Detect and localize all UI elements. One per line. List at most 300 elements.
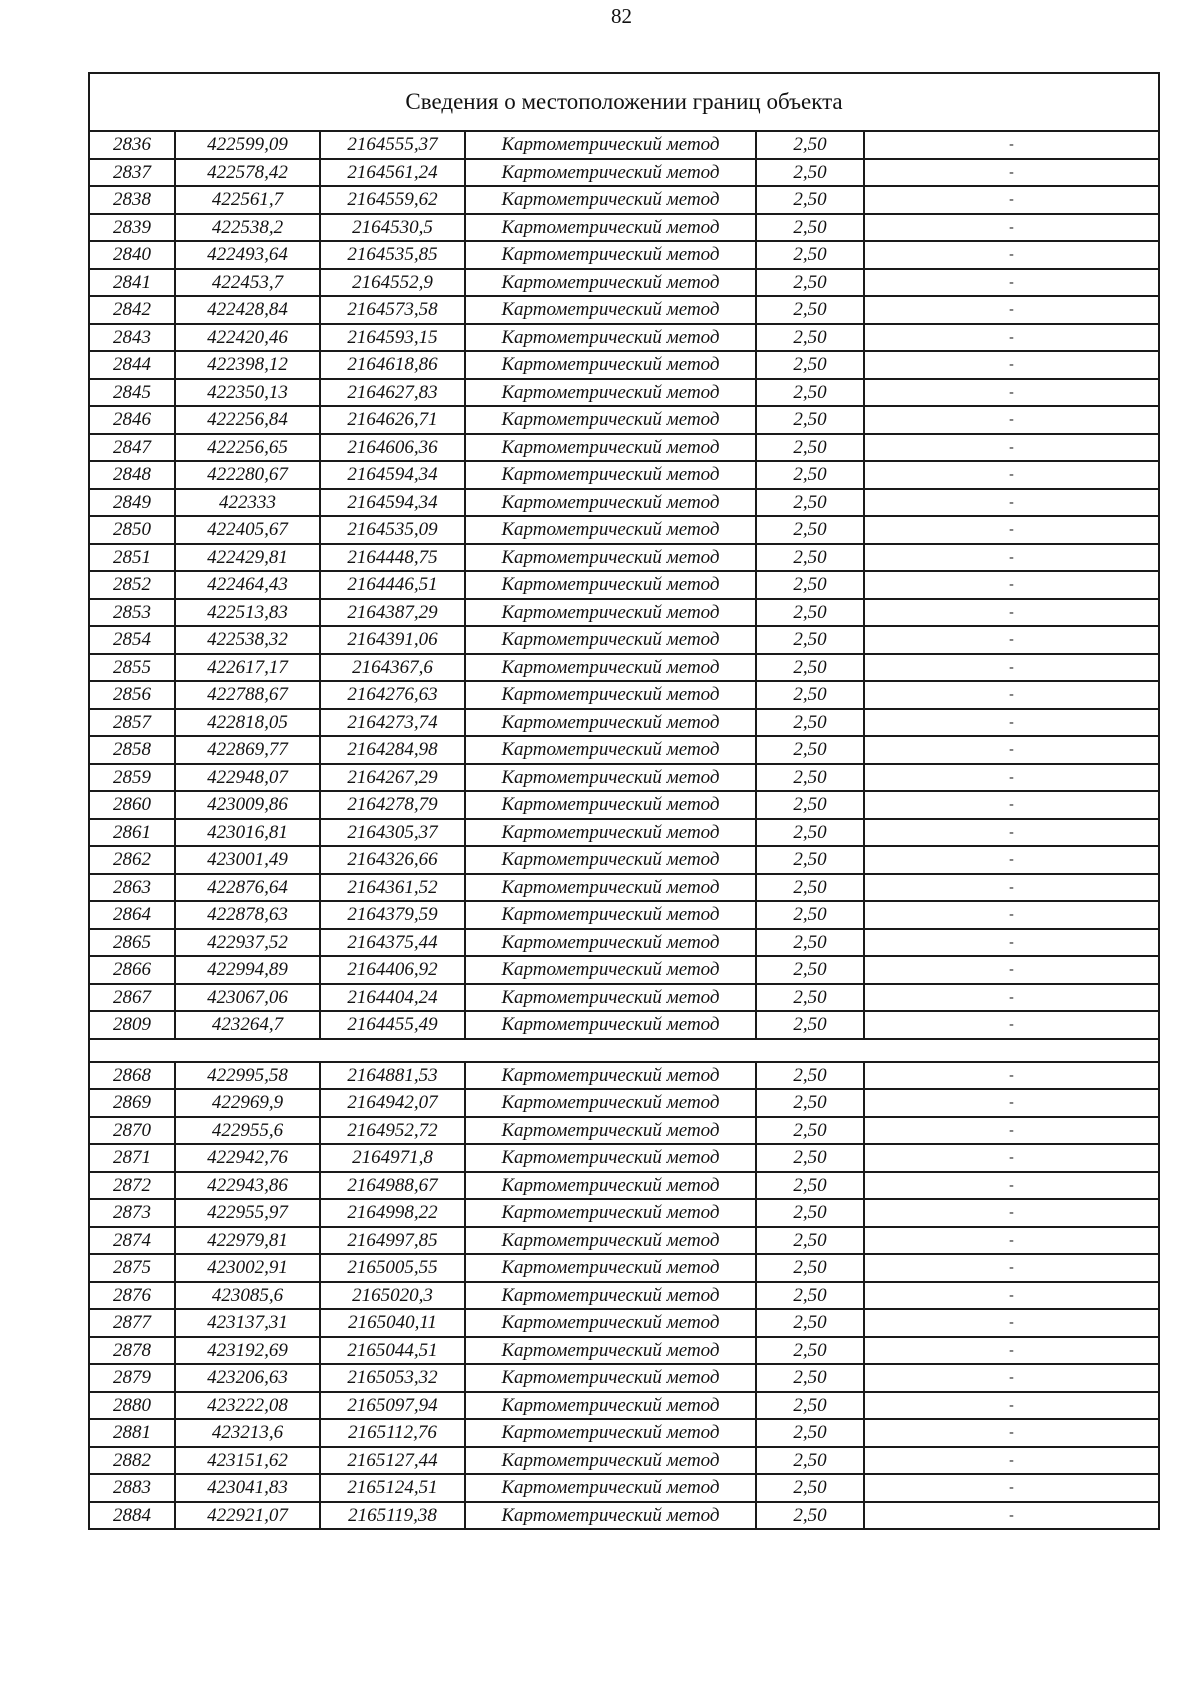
accuracy-cell: 2,50 (756, 1199, 864, 1227)
method-cell: Картометрический метод (465, 764, 756, 792)
x-coordinate-cell: 423192,69 (175, 1337, 320, 1365)
method-cell: Картометрический метод (465, 461, 756, 489)
x-coordinate-cell: 423009,86 (175, 791, 320, 819)
accuracy-cell: 2,50 (756, 709, 864, 737)
table-title: Сведения о местоположении границ объекта (89, 73, 1159, 131)
y-coordinate-cell: 2164406,92 (320, 956, 465, 984)
y-coordinate-cell: 2164988,67 (320, 1172, 465, 1200)
x-coordinate-cell: 423213,6 (175, 1419, 320, 1447)
point-number-cell: 2864 (89, 901, 175, 929)
point-number-cell: 2872 (89, 1172, 175, 1200)
method-cell: Картометрический метод (465, 516, 756, 544)
x-coordinate-cell: 422333 (175, 489, 320, 517)
table-row (89, 764, 1159, 792)
point-number-cell: 2844 (89, 351, 175, 379)
accuracy-cell: 2,50 (756, 1447, 864, 1475)
method-cell: Картометрический метод (465, 1282, 756, 1310)
point-number-cell: 2873 (89, 1199, 175, 1227)
x-coordinate-cell: 422869,77 (175, 736, 320, 764)
description-cell: - (864, 1254, 1159, 1282)
method-cell: Картометрический метод (465, 736, 756, 764)
method-cell: Картометрический метод (465, 1309, 756, 1337)
point-number-cell: 2859 (89, 764, 175, 792)
method-cell: Картометрический метод (465, 131, 756, 159)
method-cell: Картометрический метод (465, 1062, 756, 1090)
point-number-cell: 2884 (89, 1502, 175, 1530)
accuracy-cell: 2,50 (756, 1474, 864, 1502)
y-coordinate-cell: 2164561,24 (320, 159, 465, 187)
description-cell: - (864, 1062, 1159, 1090)
description-cell: - (864, 736, 1159, 764)
accuracy-cell: 2,50 (756, 1364, 864, 1392)
x-coordinate-cell: 422818,05 (175, 709, 320, 737)
accuracy-cell: 2,50 (756, 1419, 864, 1447)
y-coordinate-cell: 2164593,15 (320, 324, 465, 352)
x-coordinate-cell: 422994,89 (175, 956, 320, 984)
point-number-cell: 2809 (89, 1011, 175, 1039)
y-coordinate-cell: 2164278,79 (320, 791, 465, 819)
x-coordinate-cell: 422878,63 (175, 901, 320, 929)
x-coordinate-cell: 422979,81 (175, 1227, 320, 1255)
y-coordinate-cell: 2164971,8 (320, 1144, 465, 1172)
table-row (89, 544, 1159, 572)
x-coordinate-cell: 422538,2 (175, 214, 320, 242)
table-row (89, 269, 1159, 297)
table-row (89, 489, 1159, 517)
point-number-cell: 2878 (89, 1337, 175, 1365)
method-cell: Картометрический метод (465, 1254, 756, 1282)
table-row (89, 1419, 1159, 1447)
point-number-cell: 2854 (89, 626, 175, 654)
method-cell: Картометрический метод (465, 186, 756, 214)
x-coordinate-cell: 422969,9 (175, 1089, 320, 1117)
x-coordinate-cell: 422420,46 (175, 324, 320, 352)
method-cell: Картометрический метод (465, 241, 756, 269)
method-cell: Картометрический метод (465, 379, 756, 407)
accuracy-cell: 2,50 (756, 1309, 864, 1337)
table-row (89, 736, 1159, 764)
y-coordinate-cell: 2164379,59 (320, 901, 465, 929)
table-row (89, 929, 1159, 957)
x-coordinate-cell: 422513,83 (175, 599, 320, 627)
table-row (89, 131, 1159, 159)
accuracy-cell: 2,50 (756, 269, 864, 297)
description-cell: - (864, 791, 1159, 819)
accuracy-cell: 2,50 (756, 214, 864, 242)
x-coordinate-cell: 422955,6 (175, 1117, 320, 1145)
description-cell: - (864, 241, 1159, 269)
accuracy-cell: 2,50 (756, 901, 864, 929)
x-coordinate-cell: 422350,13 (175, 379, 320, 407)
table-row (89, 1199, 1159, 1227)
y-coordinate-cell: 2164559,62 (320, 186, 465, 214)
x-coordinate-cell: 422453,7 (175, 269, 320, 297)
table-row (89, 1117, 1159, 1145)
point-number-cell: 2868 (89, 1062, 175, 1090)
point-number-cell: 2848 (89, 461, 175, 489)
description-cell: - (864, 489, 1159, 517)
description-cell: - (864, 269, 1159, 297)
table-row (89, 1172, 1159, 1200)
point-number-cell: 2879 (89, 1364, 175, 1392)
table-row (89, 1011, 1159, 1039)
point-number-cell: 2853 (89, 599, 175, 627)
description-cell: - (864, 186, 1159, 214)
y-coordinate-cell: 2164326,66 (320, 846, 465, 874)
point-number-cell: 2881 (89, 1419, 175, 1447)
table-row (89, 819, 1159, 847)
point-number-cell: 2840 (89, 241, 175, 269)
table-row (89, 351, 1159, 379)
accuracy-cell: 2,50 (756, 489, 864, 517)
table-row (89, 1474, 1159, 1502)
point-number-cell: 2841 (89, 269, 175, 297)
description-cell: - (864, 984, 1159, 1012)
point-number-cell: 2870 (89, 1117, 175, 1145)
description-cell: - (864, 709, 1159, 737)
x-coordinate-cell: 422943,86 (175, 1172, 320, 1200)
x-coordinate-cell: 422538,32 (175, 626, 320, 654)
accuracy-cell: 2,50 (756, 1337, 864, 1365)
description-cell: - (864, 1227, 1159, 1255)
x-coordinate-cell: 422398,12 (175, 351, 320, 379)
table-row (89, 571, 1159, 599)
table-row (89, 681, 1159, 709)
description-cell: - (864, 1172, 1159, 1200)
method-cell: Картометрический метод (465, 626, 756, 654)
table-row (89, 599, 1159, 627)
point-number-cell: 2856 (89, 681, 175, 709)
description-cell: - (864, 516, 1159, 544)
table-row (89, 379, 1159, 407)
description-cell: - (864, 846, 1159, 874)
point-number-cell: 2851 (89, 544, 175, 572)
table-row (89, 901, 1159, 929)
description-cell: - (864, 1199, 1159, 1227)
accuracy-cell: 2,50 (756, 846, 864, 874)
description-cell: - (864, 571, 1159, 599)
method-cell: Картометрический метод (465, 1474, 756, 1502)
accuracy-cell: 2,50 (756, 351, 864, 379)
x-coordinate-cell: 422617,17 (175, 654, 320, 682)
method-cell: Картометрический метод (465, 1337, 756, 1365)
method-cell: Картометрический метод (465, 819, 756, 847)
y-coordinate-cell: 2165112,76 (320, 1419, 465, 1447)
method-cell: Картометрический метод (465, 709, 756, 737)
table-row (89, 1062, 1159, 1090)
accuracy-cell: 2,50 (756, 956, 864, 984)
y-coordinate-cell: 2165127,44 (320, 1447, 465, 1475)
y-coordinate-cell: 2164627,83 (320, 379, 465, 407)
point-number-cell: 2876 (89, 1282, 175, 1310)
accuracy-cell: 2,50 (756, 874, 864, 902)
description-cell: - (864, 1089, 1159, 1117)
accuracy-cell: 2,50 (756, 819, 864, 847)
point-number-cell: 2858 (89, 736, 175, 764)
y-coordinate-cell: 2165119,38 (320, 1502, 465, 1530)
table-row (89, 1144, 1159, 1172)
x-coordinate-cell: 422788,67 (175, 681, 320, 709)
x-coordinate-cell: 422955,97 (175, 1199, 320, 1227)
table-row (89, 241, 1159, 269)
x-coordinate-cell: 422428,84 (175, 296, 320, 324)
x-coordinate-cell: 422405,67 (175, 516, 320, 544)
accuracy-cell: 2,50 (756, 406, 864, 434)
table-row (89, 846, 1159, 874)
description-cell: - (864, 654, 1159, 682)
boundary-coordinates-table (88, 72, 1160, 1530)
y-coordinate-cell: 2164618,86 (320, 351, 465, 379)
accuracy-cell: 2,50 (756, 544, 864, 572)
y-coordinate-cell: 2164273,74 (320, 709, 465, 737)
y-coordinate-cell: 2164530,5 (320, 214, 465, 242)
method-cell: Картометрический метод (465, 1447, 756, 1475)
method-cell: Картометрический метод (465, 406, 756, 434)
table-row (89, 434, 1159, 462)
description-cell: - (864, 1117, 1159, 1145)
point-number-cell: 2852 (89, 571, 175, 599)
accuracy-cell: 2,50 (756, 1062, 864, 1090)
description-cell: - (864, 1011, 1159, 1039)
y-coordinate-cell: 2164942,07 (320, 1089, 465, 1117)
method-cell: Картометрический метод (465, 544, 756, 572)
point-number-cell: 2846 (89, 406, 175, 434)
y-coordinate-cell: 2164305,37 (320, 819, 465, 847)
point-number-cell: 2861 (89, 819, 175, 847)
method-cell: Картометрический метод (465, 984, 756, 1012)
description-cell: - (864, 1502, 1159, 1530)
x-coordinate-cell: 422561,7 (175, 186, 320, 214)
method-cell: Картометрический метод (465, 434, 756, 462)
y-coordinate-cell: 2164998,22 (320, 1199, 465, 1227)
y-coordinate-cell: 2164535,09 (320, 516, 465, 544)
point-number-cell: 2857 (89, 709, 175, 737)
point-number-cell: 2883 (89, 1474, 175, 1502)
table-row (89, 791, 1159, 819)
point-number-cell: 2882 (89, 1447, 175, 1475)
accuracy-cell: 2,50 (756, 791, 864, 819)
method-cell: Картометрический метод (465, 1502, 756, 1530)
description-cell: - (864, 874, 1159, 902)
y-coordinate-cell: 2164446,51 (320, 571, 465, 599)
page-number: 82 (611, 4, 632, 28)
accuracy-cell: 2,50 (756, 324, 864, 352)
y-coordinate-cell: 2165005,55 (320, 1254, 465, 1282)
method-cell: Картометрический метод (465, 681, 756, 709)
y-coordinate-cell: 2164535,85 (320, 241, 465, 269)
x-coordinate-cell: 422493,64 (175, 241, 320, 269)
accuracy-cell: 2,50 (756, 1144, 864, 1172)
accuracy-cell: 2,50 (756, 461, 864, 489)
x-coordinate-cell: 423206,63 (175, 1364, 320, 1392)
x-coordinate-cell: 422995,58 (175, 1062, 320, 1090)
point-number-cell: 2863 (89, 874, 175, 902)
table-row (89, 1502, 1159, 1530)
description-cell: - (864, 324, 1159, 352)
point-number-cell: 2845 (89, 379, 175, 407)
y-coordinate-cell: 2164391,06 (320, 626, 465, 654)
accuracy-cell: 2,50 (756, 599, 864, 627)
table-row (89, 1309, 1159, 1337)
method-cell: Картометрический метод (465, 599, 756, 627)
method-cell: Картометрический метод (465, 571, 756, 599)
accuracy-cell: 2,50 (756, 1502, 864, 1530)
point-number-cell: 2842 (89, 296, 175, 324)
point-number-cell: 2871 (89, 1144, 175, 1172)
x-coordinate-cell: 423151,62 (175, 1447, 320, 1475)
table-row (89, 1254, 1159, 1282)
accuracy-cell: 2,50 (756, 241, 864, 269)
description-cell: - (864, 351, 1159, 379)
y-coordinate-cell: 2164276,63 (320, 681, 465, 709)
method-cell: Картометрический метод (465, 901, 756, 929)
x-coordinate-cell: 423264,7 (175, 1011, 320, 1039)
y-coordinate-cell: 2164997,85 (320, 1227, 465, 1255)
y-coordinate-cell: 2164573,58 (320, 296, 465, 324)
accuracy-cell: 2,50 (756, 681, 864, 709)
method-cell: Картометрический метод (465, 791, 756, 819)
method-cell: Картометрический метод (465, 351, 756, 379)
y-coordinate-cell: 2165053,32 (320, 1364, 465, 1392)
y-coordinate-cell: 2164552,9 (320, 269, 465, 297)
table-row (89, 296, 1159, 324)
accuracy-cell: 2,50 (756, 1172, 864, 1200)
accuracy-cell: 2,50 (756, 764, 864, 792)
x-coordinate-cell: 423041,83 (175, 1474, 320, 1502)
description-cell: - (864, 1419, 1159, 1447)
table-row (89, 1337, 1159, 1365)
point-number-cell: 2867 (89, 984, 175, 1012)
x-coordinate-cell: 422942,76 (175, 1144, 320, 1172)
x-coordinate-cell: 422429,81 (175, 544, 320, 572)
table-row (89, 654, 1159, 682)
method-cell: Картометрический метод (465, 324, 756, 352)
table-row (89, 1282, 1159, 1310)
description-cell: - (864, 1144, 1159, 1172)
x-coordinate-cell: 422256,65 (175, 434, 320, 462)
accuracy-cell: 2,50 (756, 654, 864, 682)
description-cell: - (864, 626, 1159, 654)
method-cell: Картометрический метод (465, 929, 756, 957)
point-number-cell: 2849 (89, 489, 175, 517)
accuracy-cell: 2,50 (756, 1011, 864, 1039)
group-separator-row (89, 1039, 1159, 1062)
y-coordinate-cell: 2165020,3 (320, 1282, 465, 1310)
y-coordinate-cell: 2164404,24 (320, 984, 465, 1012)
description-cell: - (864, 461, 1159, 489)
description-cell: - (864, 1392, 1159, 1420)
x-coordinate-cell: 422256,84 (175, 406, 320, 434)
description-cell: - (864, 599, 1159, 627)
method-cell: Картометрический метод (465, 956, 756, 984)
description-cell: - (864, 159, 1159, 187)
method-cell: Картометрический метод (465, 159, 756, 187)
y-coordinate-cell: 2164387,29 (320, 599, 465, 627)
y-coordinate-cell: 2164594,34 (320, 461, 465, 489)
x-coordinate-cell: 423016,81 (175, 819, 320, 847)
method-cell: Картометрический метод (465, 269, 756, 297)
description-cell: - (864, 214, 1159, 242)
accuracy-cell: 2,50 (756, 379, 864, 407)
table-row (89, 1447, 1159, 1475)
point-number-cell: 2880 (89, 1392, 175, 1420)
y-coordinate-cell: 2164555,37 (320, 131, 465, 159)
method-cell: Картометрический метод (465, 654, 756, 682)
method-cell: Картометрический метод (465, 1392, 756, 1420)
x-coordinate-cell: 423137,31 (175, 1309, 320, 1337)
table-row (89, 406, 1159, 434)
point-number-cell: 2874 (89, 1227, 175, 1255)
accuracy-cell: 2,50 (756, 1089, 864, 1117)
method-cell: Картометрический метод (465, 1199, 756, 1227)
table-title-row (89, 73, 1159, 131)
y-coordinate-cell: 2164375,44 (320, 929, 465, 957)
x-coordinate-cell: 422464,43 (175, 571, 320, 599)
x-coordinate-cell: 423085,6 (175, 1282, 320, 1310)
accuracy-cell: 2,50 (756, 1227, 864, 1255)
method-cell: Картометрический метод (465, 1089, 756, 1117)
y-coordinate-cell: 2164267,29 (320, 764, 465, 792)
y-coordinate-cell: 2164448,75 (320, 544, 465, 572)
accuracy-cell: 2,50 (756, 186, 864, 214)
y-coordinate-cell: 2165040,11 (320, 1309, 465, 1337)
method-cell: Картометрический метод (465, 296, 756, 324)
y-coordinate-cell: 2164361,52 (320, 874, 465, 902)
y-coordinate-cell: 2164284,98 (320, 736, 465, 764)
accuracy-cell: 2,50 (756, 1117, 864, 1145)
x-coordinate-cell: 423001,49 (175, 846, 320, 874)
description-cell: - (864, 1447, 1159, 1475)
y-coordinate-cell: 2164606,36 (320, 434, 465, 462)
method-cell: Картометрический метод (465, 1364, 756, 1392)
description-cell: - (864, 406, 1159, 434)
description-cell: - (864, 1364, 1159, 1392)
y-coordinate-cell: 2164881,53 (320, 1062, 465, 1090)
description-cell: - (864, 544, 1159, 572)
table-row (89, 984, 1159, 1012)
description-cell: - (864, 379, 1159, 407)
y-coordinate-cell: 2164952,72 (320, 1117, 465, 1145)
accuracy-cell: 2,50 (756, 434, 864, 462)
table-row (89, 956, 1159, 984)
table-row (89, 324, 1159, 352)
x-coordinate-cell: 422280,67 (175, 461, 320, 489)
accuracy-cell: 2,50 (756, 1282, 864, 1310)
point-number-cell: 2862 (89, 846, 175, 874)
method-cell: Картометрический метод (465, 1144, 756, 1172)
point-number-cell: 2839 (89, 214, 175, 242)
table-row (89, 186, 1159, 214)
method-cell: Картометрический метод (465, 1011, 756, 1039)
y-coordinate-cell: 2164594,34 (320, 489, 465, 517)
point-number-cell: 2860 (89, 791, 175, 819)
accuracy-cell: 2,50 (756, 516, 864, 544)
description-cell: - (864, 296, 1159, 324)
x-coordinate-cell: 423222,08 (175, 1392, 320, 1420)
table-body (89, 73, 1159, 1529)
x-coordinate-cell: 422921,07 (175, 1502, 320, 1530)
y-coordinate-cell: 2165044,51 (320, 1337, 465, 1365)
y-coordinate-cell: 2164367,6 (320, 654, 465, 682)
point-number-cell: 2837 (89, 159, 175, 187)
description-cell: - (864, 956, 1159, 984)
method-cell: Картометрический метод (465, 846, 756, 874)
accuracy-cell: 2,50 (756, 1392, 864, 1420)
x-coordinate-cell: 422876,64 (175, 874, 320, 902)
accuracy-cell: 2,50 (756, 626, 864, 654)
description-cell: - (864, 1474, 1159, 1502)
y-coordinate-cell: 2165124,51 (320, 1474, 465, 1502)
